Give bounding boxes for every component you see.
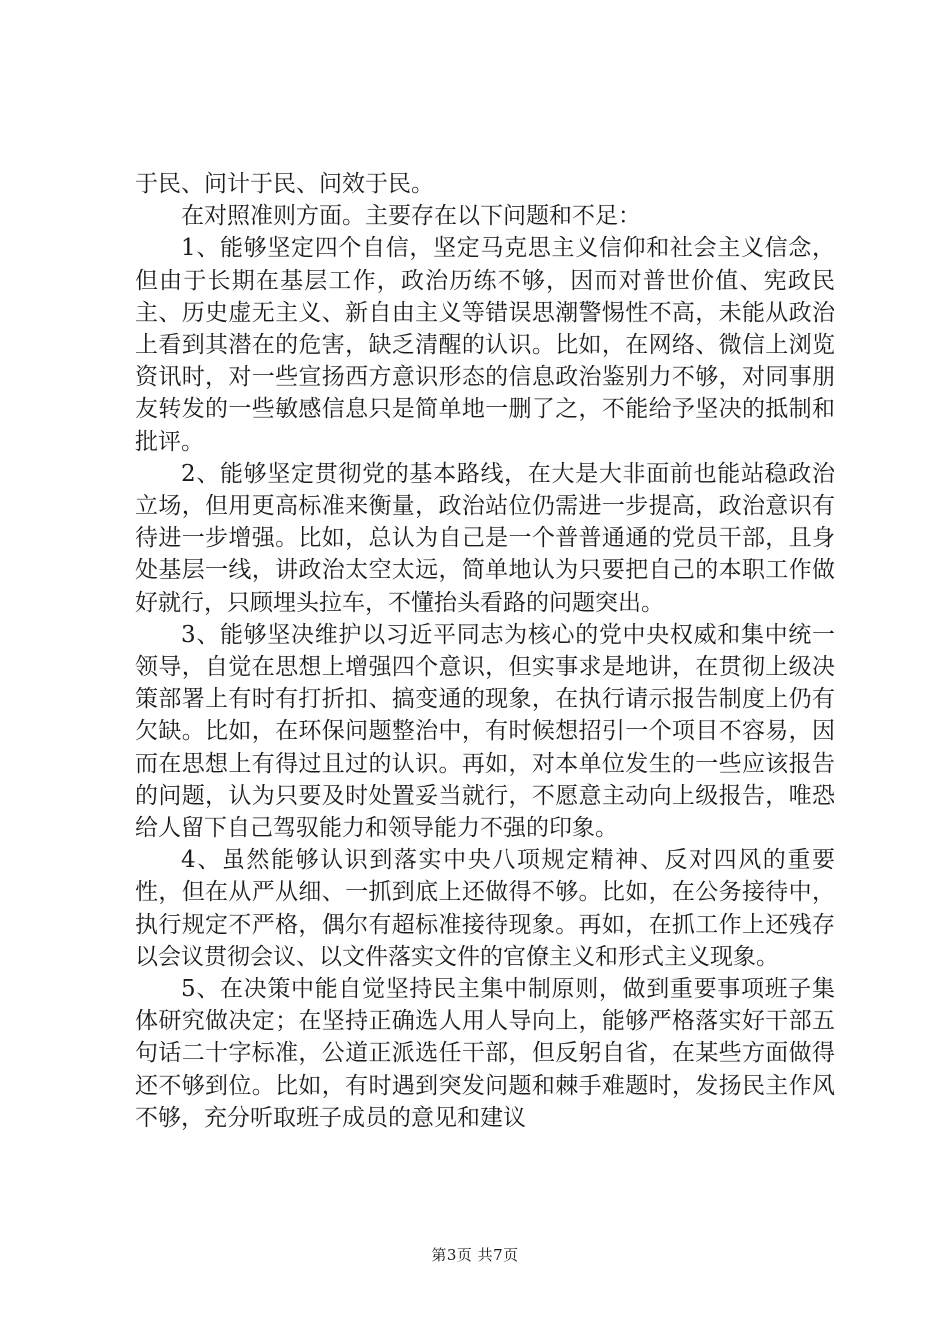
paragraph-continuation: 于民、问计于民、问效于民。 <box>135 171 434 197</box>
paragraph-intro: 在对照准则方面。主要存在以下问题和不足： <box>181 203 641 230</box>
paragraph-item-3: 3、能够坚决维护以习近平同志为核心的党中央权威和集中统一领导，自觉在思想上增强四个意识，但实事求是地讲，在贯彻上级决策部署上有时有打折扣、搞变通的现象，在执行请示报告制度上仍有欠缺。比如，在环保问题整治中，有时候想招引一个项目不容易，因而在思想上有得过且过的认识。再如，对本单位发生的一些应该报告的问题，认为只要及时处置妥当就行，不愿意主动向上级报告，唯恐给人留下自己驾驭能力和领导能力不强的印象。 <box>135 621 835 842</box>
paragraph-item-4: 4、虽然能够认识到落实中央八项规定精神、反对四风的重要性，但在从严从细、一抓到底上还做得不够。比如，在公务接待中，执行规定不严格，偶尔有超标准接待现象。再如，在抓工作上还残存以会议贯彻会议、以文件落实文件的官僚主义和形式主义现象。 <box>135 847 835 970</box>
paragraph-item-5: 5、在决策中能自觉坚持民主集中制原则，做到重要事项班子集体研究做决定；在坚持正确选人用人导向上，能够严格落实好干部五句话二十字标准，公道正派选任干部，但反躬自省，在某些方面做得还不够到位。比如，有时遇到突发问题和棘手难题时，发扬民主作风不够，充分听取班子成员的意见和建议 <box>135 976 835 1131</box>
paragraph-item-2: 2、能够坚定贯彻党的基本路线，在大是大非面前也能站稳政治立场，但用更高标准来衡量，政治站位仍需进一步提高，政治意识有待进一步增强。比如，总认为自己是一个普普通通的党员干部，且身处基层一线，讲政治太空太远，简单地认为只要把自己的本职工作做好就行，只顾埋头拉车，不懂抬头看路的问题突出。 <box>135 460 835 616</box>
document-body <box>135 168 835 1134</box>
page-number-footer: 第3页 共7页 <box>431 1246 519 1264</box>
paragraph-item-1: 1、能够坚定四个自信，坚定马克思主义信仰和社会主义信念，但由于长期在基层工作，政治历练不够，因而对普世价值、宪政民主、历史虚无主义、新自由主义等错误思潮警惕性不高，未能从政治上看到其潜在的危害，缺乏清醒的认识。比如，在网络、微信上浏览资讯时，对一些宣扬西方意识形态的信息政治鉴别力不够，对同事朋友转发的一些敏感信息只是简单地一删了之，不能给予坚决的抵制和批评。 <box>135 235 835 455</box>
